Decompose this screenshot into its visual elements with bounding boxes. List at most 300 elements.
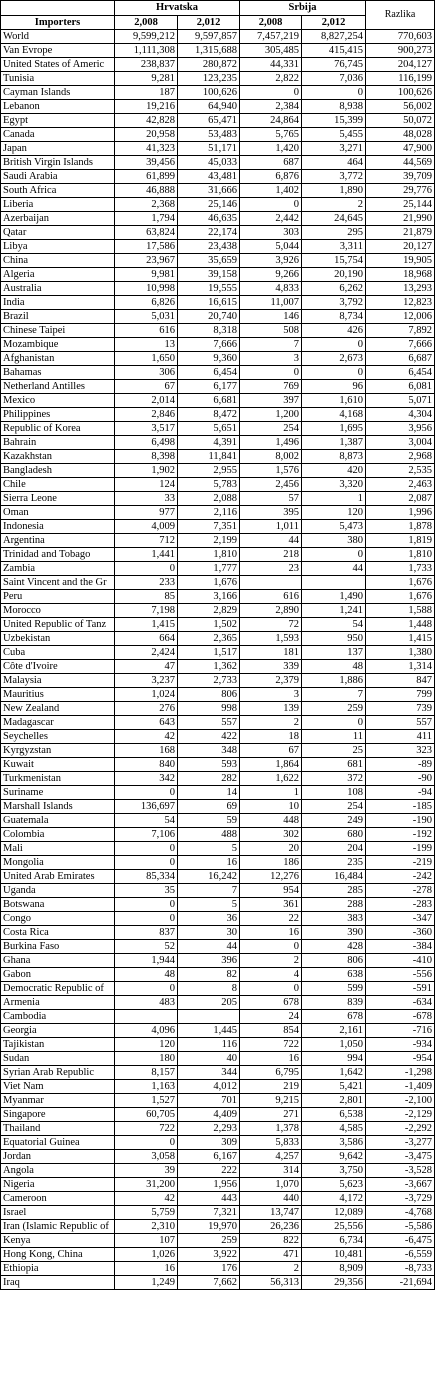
hr-2008-value: 136,697	[115, 800, 178, 814]
importer-name: Kazakhstan	[1, 450, 115, 464]
rs-2008-value: 0	[240, 940, 302, 954]
hr-2012-value: 2,088	[178, 492, 240, 506]
rs-2012-value: 48	[302, 660, 366, 674]
hr-2008-value: 837	[115, 926, 178, 940]
hr-2008-value: 42	[115, 730, 178, 744]
rs-2012-value: 2,161	[302, 1024, 366, 1038]
rs-2008-value: 1,070	[240, 1178, 302, 1192]
hr-2012-value: 35,659	[178, 254, 240, 268]
razlika-value: 21,990	[366, 212, 435, 226]
hr-2008-value: 19,216	[115, 100, 178, 114]
razlika-value: 47,900	[366, 142, 435, 156]
hr-2008-value: 13	[115, 338, 178, 352]
rs-2012-value: 204	[302, 842, 366, 856]
hr-2012-value: 53,483	[178, 128, 240, 142]
importer-name: Republic of Korea	[1, 422, 115, 436]
hr-2012-value: 36	[178, 912, 240, 926]
hr-2008-value: 1,024	[115, 688, 178, 702]
hr-2012-value: 344	[178, 1066, 240, 1080]
razlika-value: -2,129	[366, 1108, 435, 1122]
razlika-value: -192	[366, 828, 435, 842]
razlika-value: 1,733	[366, 562, 435, 576]
table-row	[1, 1080, 435, 1094]
rs-2012-value: 5,473	[302, 520, 366, 534]
hr-2008-value: 168	[115, 744, 178, 758]
table-row	[1, 142, 435, 156]
razlika-value: 1,878	[366, 520, 435, 534]
table-row	[1, 408, 435, 422]
importer-name: Peru	[1, 590, 115, 604]
hr-2012-value: 1,810	[178, 548, 240, 562]
hr-2012-value: 22,174	[178, 226, 240, 240]
razlika-value: 1,314	[366, 660, 435, 674]
hr-2008-value: 8,398	[115, 450, 178, 464]
table-row	[1, 436, 435, 450]
rs-2012-value: 806	[302, 954, 366, 968]
razlika-value: 56,002	[366, 100, 435, 114]
hr-2012-value: 176	[178, 1262, 240, 1276]
importer-name: Japan	[1, 142, 115, 156]
rs-2012-value: 11	[302, 730, 366, 744]
importer-name: British Virgin Islands	[1, 156, 115, 170]
hr-2012-value: 488	[178, 828, 240, 842]
rs-2008-value: 146	[240, 310, 302, 324]
rs-2008-value: 0	[240, 366, 302, 380]
table-row	[1, 1234, 435, 1248]
rs-2008-value: 10	[240, 800, 302, 814]
table-row	[1, 912, 435, 926]
rs-2012-value: 5,455	[302, 128, 366, 142]
rs-2008-value: 3	[240, 688, 302, 702]
importer-name: Van Evrope	[1, 44, 115, 58]
importer-name: Liberia	[1, 198, 115, 212]
hr-2012-value: 6,177	[178, 380, 240, 394]
rs-2012-value: 420	[302, 464, 366, 478]
rs-2008-value: 219	[240, 1080, 302, 1094]
razlika-value: -634	[366, 996, 435, 1010]
hr-2008-value: 2,310	[115, 1220, 178, 1234]
hr-2012-value: 123,235	[178, 72, 240, 86]
rs-2008-value: 1,622	[240, 772, 302, 786]
hr-2008-value: 6,826	[115, 296, 178, 310]
hr-2012-value: 9,360	[178, 352, 240, 366]
table-row	[1, 562, 435, 576]
hr-2012-value: 6,681	[178, 394, 240, 408]
table-row	[1, 744, 435, 758]
rs-2012-value: 108	[302, 786, 366, 800]
rs-2012-value: 464	[302, 156, 366, 170]
rs-2008-value: 16	[240, 1052, 302, 1066]
rs-2012-value: 3,320	[302, 478, 366, 492]
importer-name: Botswana	[1, 898, 115, 912]
razlika-value: 18,968	[366, 268, 435, 282]
importer-name: India	[1, 296, 115, 310]
table-row	[1, 1024, 435, 1038]
table-row	[1, 352, 435, 366]
hr-2008-value: 42,828	[115, 114, 178, 128]
rs-2008-value: 397	[240, 394, 302, 408]
rs-2012-value: 428	[302, 940, 366, 954]
rs-2012-value: 8,909	[302, 1262, 366, 1276]
rs-2008-value: 854	[240, 1024, 302, 1038]
table-row	[1, 646, 435, 660]
importer-name: Bahrain	[1, 436, 115, 450]
rs-2008-value: 24	[240, 1010, 302, 1024]
table-row	[1, 422, 435, 436]
hr-2008-value: 52	[115, 940, 178, 954]
rs-2008-value: 448	[240, 814, 302, 828]
hr-2012-value: 3,166	[178, 590, 240, 604]
rs-2012-value: 678	[302, 1010, 366, 1024]
hr-2008-value: 306	[115, 366, 178, 380]
rs-2012-value: 1,890	[302, 184, 366, 198]
table-row	[1, 30, 435, 44]
importer-name: Mozambique	[1, 338, 115, 352]
razlika-value: -1,409	[366, 1080, 435, 1094]
hr-2012-value: 222	[178, 1164, 240, 1178]
rs-2008-value: 5,765	[240, 128, 302, 142]
hr-2012-value: 348	[178, 744, 240, 758]
table-row	[1, 212, 435, 226]
importer-name: Costa Rica	[1, 926, 115, 940]
hr-2012-value: 64,940	[178, 100, 240, 114]
razlika-value: -5,586	[366, 1220, 435, 1234]
rs-2008-value: 56,313	[240, 1276, 302, 1290]
hr-2012-value: 5	[178, 898, 240, 912]
importer-name: Kenya	[1, 1234, 115, 1248]
rs-2012-value: 638	[302, 968, 366, 982]
hr-2012-value: 5,783	[178, 478, 240, 492]
importer-name: Libya	[1, 240, 115, 254]
importer-name: Jordan	[1, 1150, 115, 1164]
razlika-value: 116,199	[366, 72, 435, 86]
rs-2012-value: 4,585	[302, 1122, 366, 1136]
table-row	[1, 758, 435, 772]
rs-2012-value: 295	[302, 226, 366, 240]
rs-2008-value: 57	[240, 492, 302, 506]
importer-name: Sierra Leone	[1, 492, 115, 506]
rs-2008-value: 1,011	[240, 520, 302, 534]
rs-2012-value: 372	[302, 772, 366, 786]
table-row	[1, 730, 435, 744]
table-row	[1, 198, 435, 212]
rs-2012-value: 415,415	[302, 44, 366, 58]
rs-2012-value: 8,827,254	[302, 30, 366, 44]
rs-2012-value: 24,645	[302, 212, 366, 226]
razlika-value: 3,004	[366, 436, 435, 450]
importer-name: United Republic of Tanz	[1, 618, 115, 632]
hr-2008-value: 2,368	[115, 198, 178, 212]
razlika-value: 5,071	[366, 394, 435, 408]
header-razlika: Razlika	[366, 1, 435, 30]
importer-name: Saint Vincent and the Gr	[1, 576, 115, 590]
razlika-value: -4,768	[366, 1206, 435, 1220]
rs-2008-value: 11,007	[240, 296, 302, 310]
importer-name: Tajikistan	[1, 1038, 115, 1052]
razlika-value: 7,666	[366, 338, 435, 352]
importer-name: Burkina Faso	[1, 940, 115, 954]
hr-2012-value: 9,597,857	[178, 30, 240, 44]
table-row	[1, 492, 435, 506]
rs-2008-value: 687	[240, 156, 302, 170]
importer-name: Indonesia	[1, 520, 115, 534]
hr-2008-value: 9,599,212	[115, 30, 178, 44]
razlika-value: 1,448	[366, 618, 435, 632]
hr-2008-value: 39,456	[115, 156, 178, 170]
rs-2012-value: 0	[302, 366, 366, 380]
hr-2008-value: 1,650	[115, 352, 178, 366]
header-hr-2012: 2,012	[178, 16, 240, 30]
razlika-value: -242	[366, 870, 435, 884]
hr-2012-value: 422	[178, 730, 240, 744]
hr-2008-value: 2,014	[115, 394, 178, 408]
table-row	[1, 926, 435, 940]
hr-2008-value: 1,944	[115, 954, 178, 968]
rs-2008-value: 769	[240, 380, 302, 394]
hr-2008-value: 107	[115, 1234, 178, 1248]
table-row	[1, 982, 435, 996]
table-row	[1, 856, 435, 870]
rs-2008-value: 440	[240, 1192, 302, 1206]
importer-name: Afghanistan	[1, 352, 115, 366]
table-row	[1, 1136, 435, 1150]
razlika-value: -3,528	[366, 1164, 435, 1178]
importer-name: Algeria	[1, 268, 115, 282]
table-row	[1, 156, 435, 170]
table-row	[1, 184, 435, 198]
hr-2008-value: 16	[115, 1262, 178, 1276]
rs-2012-value: 10,481	[302, 1248, 366, 1262]
hr-2008-value: 712	[115, 534, 178, 548]
hr-2012-value	[178, 1010, 240, 1024]
table-row	[1, 800, 435, 814]
importer-name: Congo	[1, 912, 115, 926]
importer-name: Lebanon	[1, 100, 115, 114]
hr-2012-value: 25,146	[178, 198, 240, 212]
importer-name: Iran (Islamic Republic of	[1, 1220, 115, 1234]
table-row	[1, 1164, 435, 1178]
razlika-value: -716	[366, 1024, 435, 1038]
rs-2012-value: 96	[302, 380, 366, 394]
razlika-value: -185	[366, 800, 435, 814]
razlika-value: 4,304	[366, 408, 435, 422]
hr-2012-value: 1,502	[178, 618, 240, 632]
hr-2012-value: 16	[178, 856, 240, 870]
rs-2012-value: 1,490	[302, 590, 366, 604]
rs-2008-value: 1,496	[240, 436, 302, 450]
razlika-value: 50,072	[366, 114, 435, 128]
table-row	[1, 1248, 435, 1262]
hr-2008-value: 42	[115, 1192, 178, 1206]
rs-2008-value: 23	[240, 562, 302, 576]
razlika-value: -3,729	[366, 1192, 435, 1206]
rs-2012-value: 680	[302, 828, 366, 842]
table-row	[1, 1052, 435, 1066]
rs-2008-value: 0	[240, 982, 302, 996]
razlika-value: 2,087	[366, 492, 435, 506]
hr-2008-value: 23,967	[115, 254, 178, 268]
hr-2012-value: 1,517	[178, 646, 240, 660]
importer-name: Armenia	[1, 996, 115, 1010]
importer-name: Ethiopia	[1, 1262, 115, 1276]
importer-name: Morocco	[1, 604, 115, 618]
rs-2012-value: 1	[302, 492, 366, 506]
table-row	[1, 1220, 435, 1234]
razlika-value: 13,293	[366, 282, 435, 296]
table-row	[1, 1206, 435, 1220]
hr-2008-value: 977	[115, 506, 178, 520]
rs-2012-value: 259	[302, 702, 366, 716]
rs-2012-value: 254	[302, 800, 366, 814]
importer-name: Equatorial Guinea	[1, 1136, 115, 1150]
rs-2012-value: 235	[302, 856, 366, 870]
rs-2012-value: 4,168	[302, 408, 366, 422]
hr-2012-value: 43,481	[178, 170, 240, 184]
hr-2008-value: 1,441	[115, 548, 178, 562]
importer-name: Mongolia	[1, 856, 115, 870]
rs-2008-value: 1,402	[240, 184, 302, 198]
rs-2012-value: 9,642	[302, 1150, 366, 1164]
hr-2012-value: 100,626	[178, 86, 240, 100]
table-row	[1, 814, 435, 828]
hr-2008-value: 35	[115, 884, 178, 898]
razlika-value: -1,298	[366, 1066, 435, 1080]
hr-2012-value: 39,158	[178, 268, 240, 282]
rs-2012-value: 7,036	[302, 72, 366, 86]
hr-2012-value: 19,555	[178, 282, 240, 296]
importer-name: United States of Americ	[1, 58, 115, 72]
rs-2008-value: 1,200	[240, 408, 302, 422]
hr-2012-value: 2,116	[178, 506, 240, 520]
razlika-value: 3,956	[366, 422, 435, 436]
hr-2012-value: 5	[178, 842, 240, 856]
hr-2012-value: 11,841	[178, 450, 240, 464]
hr-2012-value: 259	[178, 1234, 240, 1248]
hr-2012-value: 30	[178, 926, 240, 940]
rs-2012-value: 426	[302, 324, 366, 338]
header-blank	[1, 1, 115, 16]
importer-name: Thailand	[1, 1122, 115, 1136]
hr-2008-value: 342	[115, 772, 178, 786]
rs-2012-value: 137	[302, 646, 366, 660]
rs-2012-value: 15,399	[302, 114, 366, 128]
importer-name: Malaysia	[1, 674, 115, 688]
razlika-value: 1,380	[366, 646, 435, 660]
importer-name: Myanmar	[1, 1094, 115, 1108]
razlika-value: -678	[366, 1010, 435, 1024]
hr-2008-value: 120	[115, 1038, 178, 1052]
table-row	[1, 870, 435, 884]
razlika-value: -8,733	[366, 1262, 435, 1276]
importer-name: Democratic Republic of	[1, 982, 115, 996]
razlika-value: -954	[366, 1052, 435, 1066]
hr-2008-value: 1,163	[115, 1080, 178, 1094]
hr-2012-value: 6,454	[178, 366, 240, 380]
hr-2012-value: 82	[178, 968, 240, 982]
razlika-value: -6,475	[366, 1234, 435, 1248]
rs-2012-value: 2,801	[302, 1094, 366, 1108]
hr-2008-value: 17,586	[115, 240, 178, 254]
table-header	[1, 1, 435, 30]
hr-2008-value: 39	[115, 1164, 178, 1178]
rs-2008-value: 2	[240, 954, 302, 968]
razlika-value: 799	[366, 688, 435, 702]
importer-name: Brazil	[1, 310, 115, 324]
rs-2012-value	[302, 576, 366, 590]
table-row	[1, 254, 435, 268]
importer-name: Trinidad and Tobago	[1, 548, 115, 562]
rs-2008-value: 0	[240, 86, 302, 100]
table-row	[1, 1038, 435, 1052]
hr-2008-value: 3,058	[115, 1150, 178, 1164]
rs-2012-value: 1,387	[302, 436, 366, 450]
table-row	[1, 1108, 435, 1122]
importer-name: Kuwait	[1, 758, 115, 772]
rs-2008-value: 12,276	[240, 870, 302, 884]
rs-2012-value: 29,356	[302, 1276, 366, 1290]
table-row	[1, 268, 435, 282]
importer-name: Guatemala	[1, 814, 115, 828]
hr-2012-value: 1,777	[178, 562, 240, 576]
rs-2012-value: 120	[302, 506, 366, 520]
hr-2012-value: 1,676	[178, 576, 240, 590]
importer-name: Cuba	[1, 646, 115, 660]
razlika-value: -384	[366, 940, 435, 954]
hr-2008-value: 60,705	[115, 1108, 178, 1122]
hr-2012-value: 4,012	[178, 1080, 240, 1094]
razlika-value: 204,127	[366, 58, 435, 72]
rs-2008-value: 186	[240, 856, 302, 870]
razlika-value: 6,454	[366, 366, 435, 380]
importer-name: Uganda	[1, 884, 115, 898]
razlika-value: 1,996	[366, 506, 435, 520]
rs-2008-value: 72	[240, 618, 302, 632]
rs-2012-value: 3,271	[302, 142, 366, 156]
table-row	[1, 366, 435, 380]
hr-2008-value: 33	[115, 492, 178, 506]
hr-2012-value: 116	[178, 1038, 240, 1052]
hr-2008-value	[115, 1010, 178, 1024]
table-row	[1, 86, 435, 100]
rs-2012-value: 3,772	[302, 170, 366, 184]
razlika-value: -360	[366, 926, 435, 940]
hr-2012-value: 65,471	[178, 114, 240, 128]
rs-2008-value: 2,890	[240, 604, 302, 618]
hr-2012-value: 7,321	[178, 1206, 240, 1220]
hr-2008-value: 85	[115, 590, 178, 604]
rs-2008-value: 6,876	[240, 170, 302, 184]
rs-2008-value: 7,457,219	[240, 30, 302, 44]
table-row	[1, 282, 435, 296]
hr-2008-value: 7,106	[115, 828, 178, 842]
rs-2012-value: 950	[302, 632, 366, 646]
rs-2008-value: 6,795	[240, 1066, 302, 1080]
rs-2008-value: 303	[240, 226, 302, 240]
table-row	[1, 100, 435, 114]
razlika-value: 2,968	[366, 450, 435, 464]
rs-2008-value: 2,379	[240, 674, 302, 688]
hr-2012-value: 557	[178, 716, 240, 730]
hr-2012-value: 2,733	[178, 674, 240, 688]
hr-2008-value: 124	[115, 478, 178, 492]
rs-2008-value: 2	[240, 716, 302, 730]
importer-name: Hong Kong, China	[1, 1248, 115, 1262]
rs-2012-value: 8,873	[302, 450, 366, 464]
hr-2008-value: 0	[115, 562, 178, 576]
hr-2008-value: 85,334	[115, 870, 178, 884]
rs-2012-value: 1,695	[302, 422, 366, 436]
hr-2008-value: 1,026	[115, 1248, 178, 1262]
